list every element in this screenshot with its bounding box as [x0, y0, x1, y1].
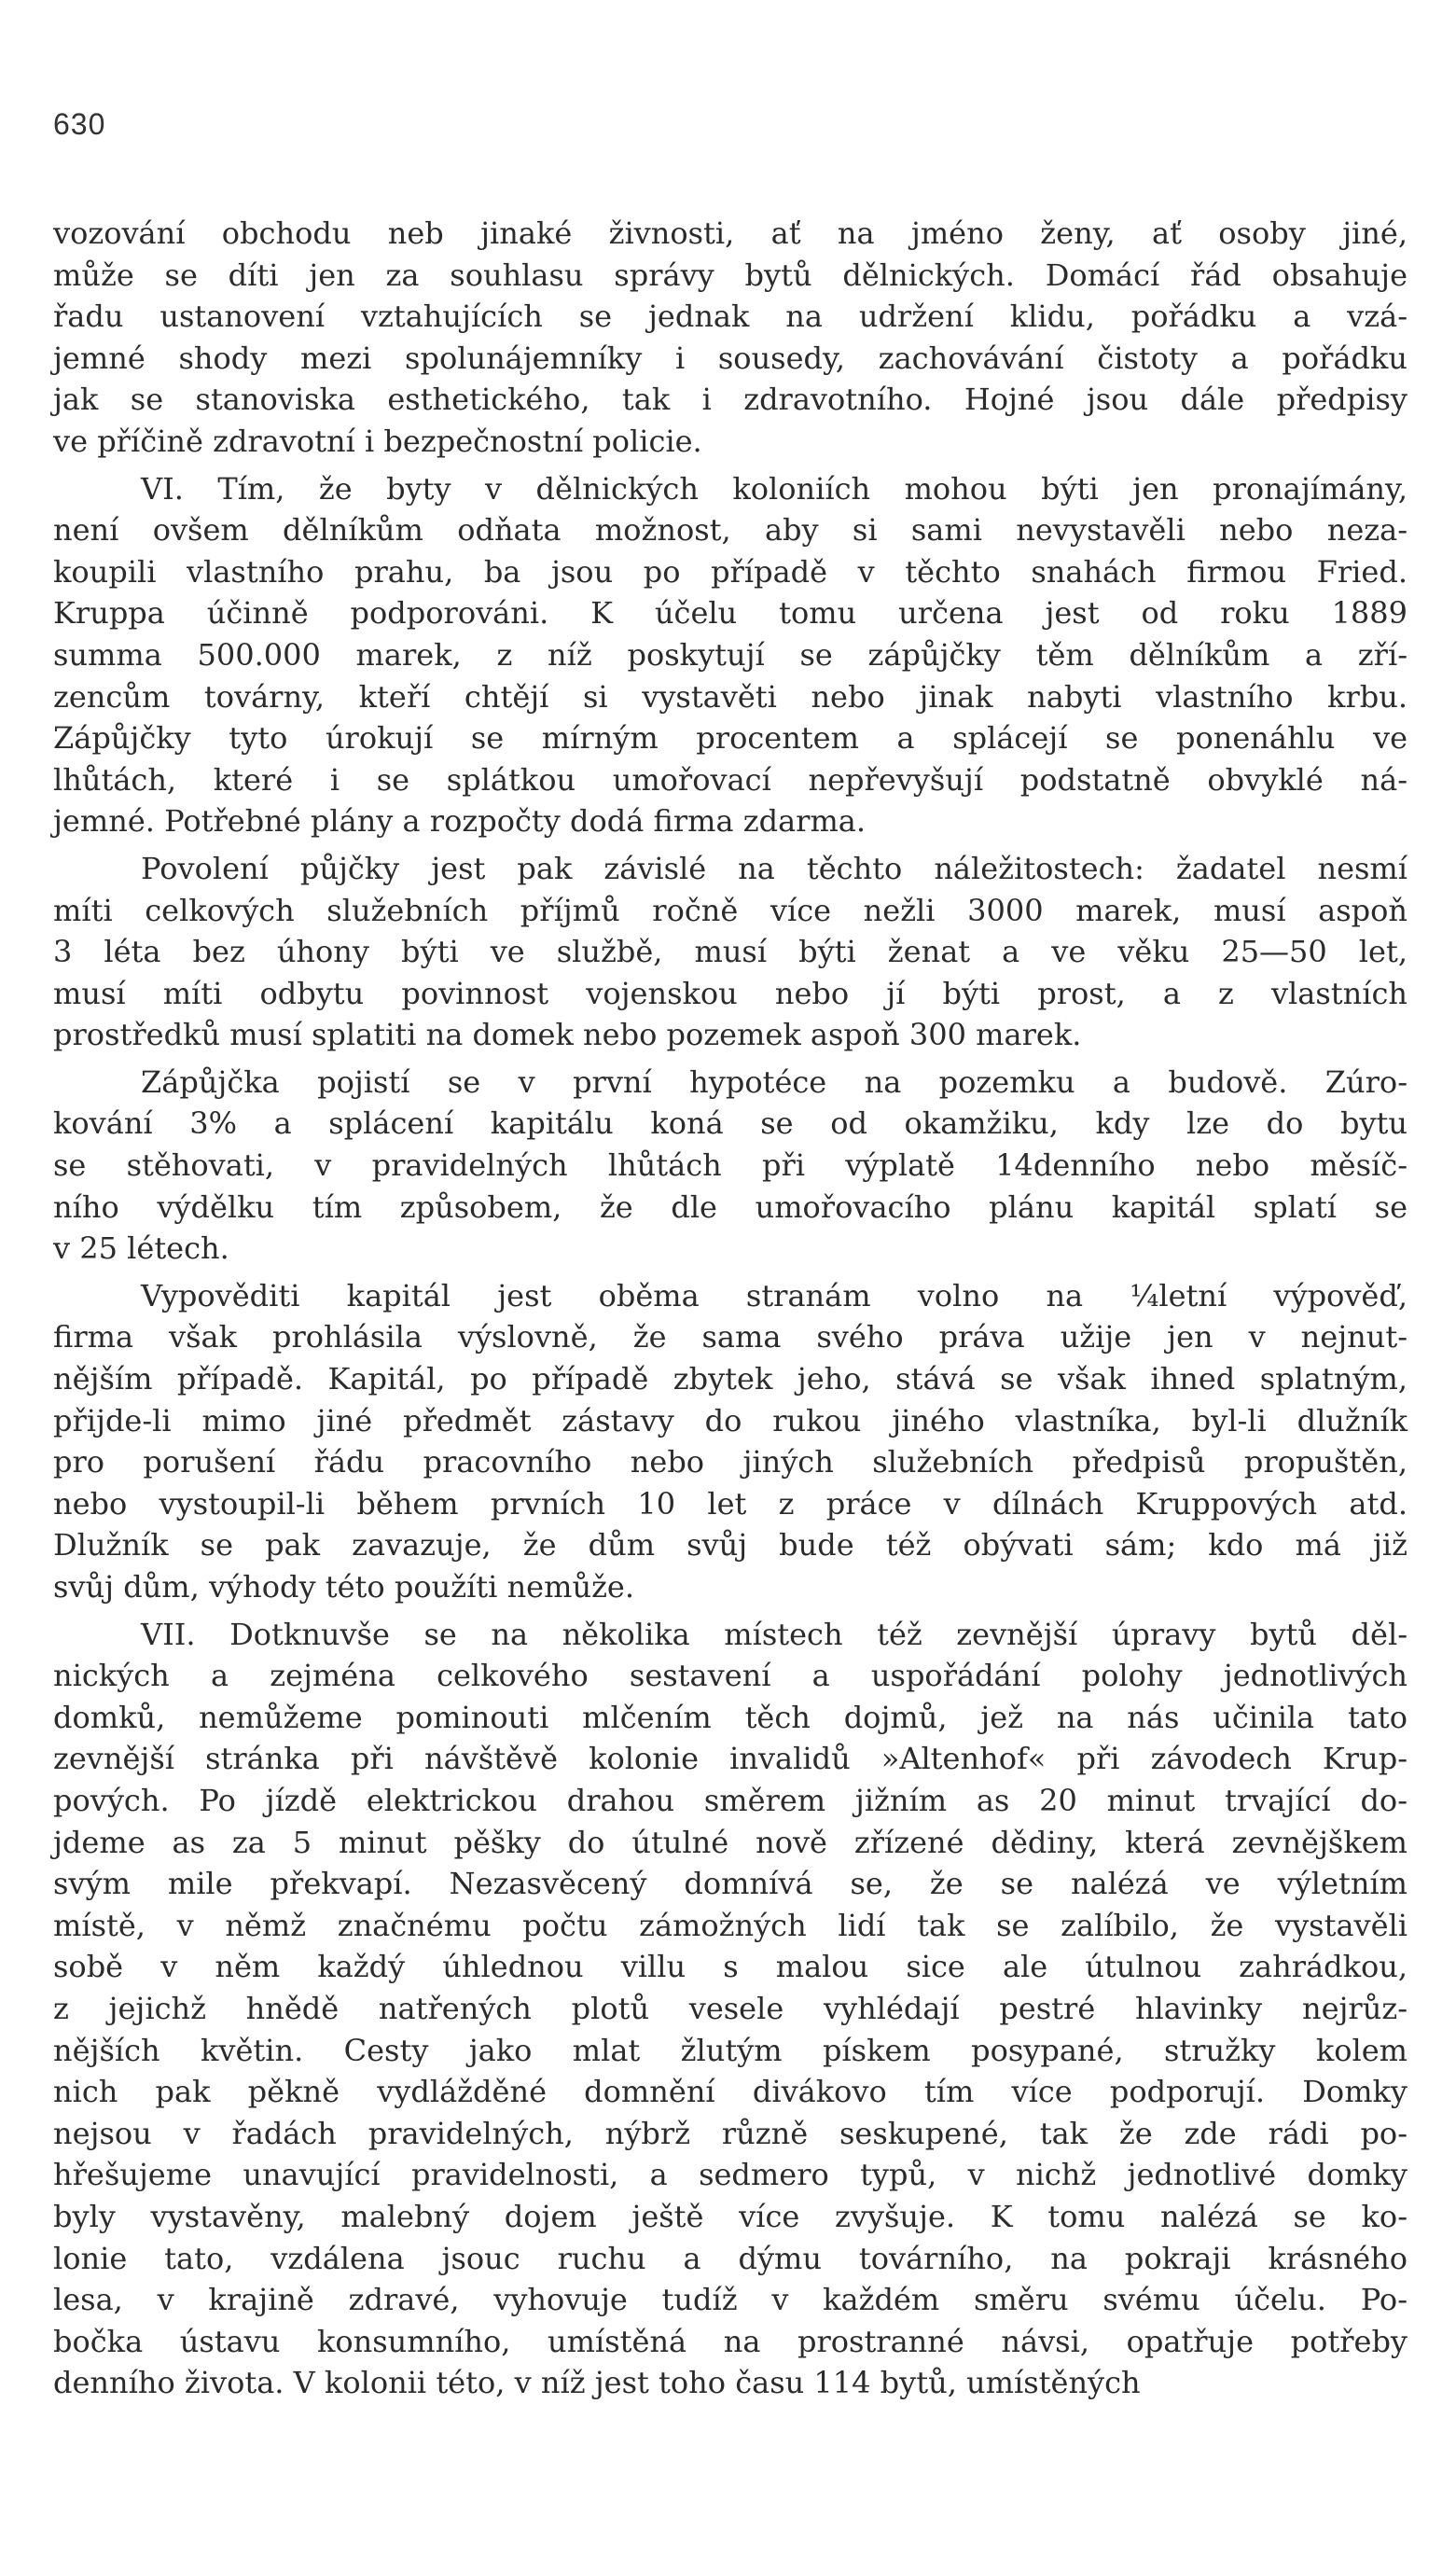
- text-line: Zápůjčky tyto úrokují se mírným procentem a splácejí se ponenáhlu ve: [53, 720, 1407, 757]
- text-line: lesa, v krajině zdravé, vyhovuje tudíž v každém směru svému účelu. Po-: [53, 2282, 1407, 2318]
- text-line: musí míti odbytu povinnost vojenskou nebo jí býti prost, a z vlastních: [53, 975, 1407, 1011]
- paragraph-vi: [53, 468, 1407, 842]
- text-line: nějším případě. Kapitál, po případě zbytek jeho, stává se však ihned splatným,: [53, 1361, 1407, 1397]
- text-line: Kruppa účinně podporováni. K účelu tomu určena jest od roku 1889: [53, 595, 1407, 632]
- text-line: může se díti jen za souhlasu správy bytů dělnických. Domácí řád obsahuje: [53, 257, 1407, 293]
- text-line: místě, v němž značnému počtu zámožných lidí tak se zalíbilo, že vystavěli: [53, 1907, 1407, 1943]
- text-line: jdeme as za 5 minut pěšky do útulné nově zřízené dědiny, která zevnějškem: [53, 1824, 1407, 1860]
- text-line: přijde-li mimo jiné předmět zástavy do rukou jiného vlastníka, byl-li dlužník: [53, 1402, 1407, 1438]
- text-line: svůj dům, výhody této použíti nemůže.: [53, 1569, 635, 1605]
- text-line: zevnější stránka při návštěvě kolonie invalidů »Altenhof« při závodech Krup-: [53, 1741, 1407, 1777]
- text-line: pro porušení řádu pracovního nebo jiných služebních předpisů propuštěn,: [53, 1444, 1407, 1480]
- paragraph-continuation: [53, 213, 1407, 463]
- text-line: domků, nemůžeme pominouti mlčením těch dojmů, jež na nás učinila tato: [53, 1699, 1407, 1735]
- paragraph-zapujcka: [53, 1062, 1407, 1270]
- text-line: bočka ústavu konsumního, umístěná na prostranné návsi, opatřuje potřeby: [53, 2323, 1407, 2359]
- text-line: kování 3% a splácení kapitálu koná se od okamžiku, kdy lze do bytu: [53, 1105, 1407, 1142]
- paragraph-povoleni: [53, 848, 1407, 1056]
- text-line: byly vystavěny, malebný dojem ještě více zvyšuje. K tomu nalézá se ko-: [53, 2198, 1407, 2234]
- text-line: Vypověditi kapitál jest oběma stranám volno na ¼letní výpověď,: [141, 1277, 1407, 1313]
- text-line: vozování obchodu neb jinaké živnosti, ať na jméno ženy, ať osoby jiné,: [53, 215, 1407, 251]
- text-line: summa 500.000 marek, z níž poskytují se zápůjčky těm dělníkům a zří-: [53, 636, 1407, 673]
- text-line: lonie tato, vzdálena jsouc ruchu a dýmu továrního, na pokraji krásného: [53, 2240, 1407, 2276]
- text-line: Zápůjčka pojistí se v první hypotéce na pozemku a budově. Zúro-: [141, 1063, 1407, 1100]
- text-line: není ovšem dělníkům odňata možnost, aby si sami nevystavěli nebo neza-: [53, 512, 1407, 549]
- text-line: denního života. V kolonii této, v níž jest toho času 114 bytů, umístěných: [53, 2365, 1141, 2401]
- text-line: nějších květin. Cesty jako mlat žlutým pískem posypané, stružky kolem: [53, 2032, 1407, 2068]
- text-line: nebo vystoupil-li během prvních 10 let z práce v dílnách Kruppových atd.: [53, 1485, 1407, 1522]
- text-line: firma však prohlásila výslovně, že sama svého práva užije jen v nejnut-: [53, 1319, 1407, 1355]
- text-line: lhůtách, které i se splátkou umořovací nepřevyšují podstatně obvyklé ná-: [53, 761, 1407, 798]
- text-line: jak se stanoviska esthetického, tak i zdravotního. Hojné jsou dále předpisy: [53, 382, 1407, 418]
- text-line: zencům továrny, kteří chtějí si vystavěti nebo jinak nabyti vlastního krbu.: [53, 678, 1407, 715]
- text-line: se stěhovati, v pravidelných lhůtách při výplatě 14denního nebo měsíč-: [53, 1147, 1407, 1184]
- text-line: Povolení půjčky jest pak závislé na těchto náležitostech: žadatel nesmí: [141, 850, 1407, 886]
- text-line: jemné shody mezi spolunájemníky i sousedy, zachovávání čistoty a pořádku: [53, 340, 1407, 376]
- text-line: prostředků musí splatiti na domek nebo pozemek aspoň 300 marek.: [53, 1017, 1082, 1053]
- text-line: koupili vlastního prahu, ba jsou po případě v těchto snahách firmou Fried.: [53, 553, 1407, 590]
- page-number: 630: [53, 107, 106, 141]
- text-line: nich pak pěkně vydlážděné domnění divákovo tím více podporují. Domky: [53, 2074, 1407, 2110]
- text-line: ního výdělku tím způsobem, že dle umořovacího plánu kapitál splatí se: [53, 1188, 1407, 1225]
- text-line: nických a zejména celkového sestavení a uspořádání polohy jednotlivých: [53, 1658, 1407, 1694]
- text-line: ve příčině zdravotní i bezpečnostní policie.: [53, 423, 702, 459]
- text-line: hřešujeme unavující pravidelnosti, a sedmero typů, v nichž jednotlivé domky: [53, 2157, 1407, 2193]
- paragraph-vii: [53, 1614, 1407, 2404]
- text-line: nejsou v řadách pravidelných, nýbrž různě seskupené, tak že zde rádi po-: [53, 2115, 1407, 2151]
- text-line: jemné. Potřebné plány a rozpočty dodá firma zdarma.: [53, 803, 867, 840]
- document-body: [53, 213, 1407, 2410]
- text-line: míti celkových služebních příjmů ročně více nežli 3000 marek, musí aspoň: [53, 892, 1407, 928]
- text-line: 3 léta bez úhony býti ve službě, musí býti ženat a ve věku 25—50 let,: [53, 934, 1407, 970]
- text-line: pových. Po jízdě elektrickou drahou směrem jižním as 20 minut trvající do-: [53, 1782, 1407, 1818]
- text-line: VI. Tím, že byty v dělnických koloniích mohou býti jen pronajímány,: [141, 470, 1407, 507]
- text-line: VII. Dotknuvše se na několika místech též zevnější úpravy bytů děl-: [141, 1616, 1407, 1652]
- text-line: řadu ustanovení vztahujících se jednak na udržení klidu, pořádku a vzá-: [53, 299, 1407, 335]
- text-line: v 25 létech.: [53, 1230, 229, 1267]
- text-line: Dlužník se pak zavazuje, že dům svůj bude též obývati sám; kdo má již: [53, 1527, 1407, 1563]
- text-line: svým mile překvapí. Nezasvěcený domnívá se, že se nalézá ve výletním: [53, 1866, 1407, 1902]
- paragraph-vypovediti: [53, 1275, 1407, 1608]
- text-line: sobě v něm každý úhlednou villu s malou sice ale útulnou zahrádkou,: [53, 1949, 1407, 1985]
- text-line: z jejichž hnědě natřených plotů vesele vyhlédají pestré hlavinky nejrůz-: [53, 1990, 1407, 2026]
